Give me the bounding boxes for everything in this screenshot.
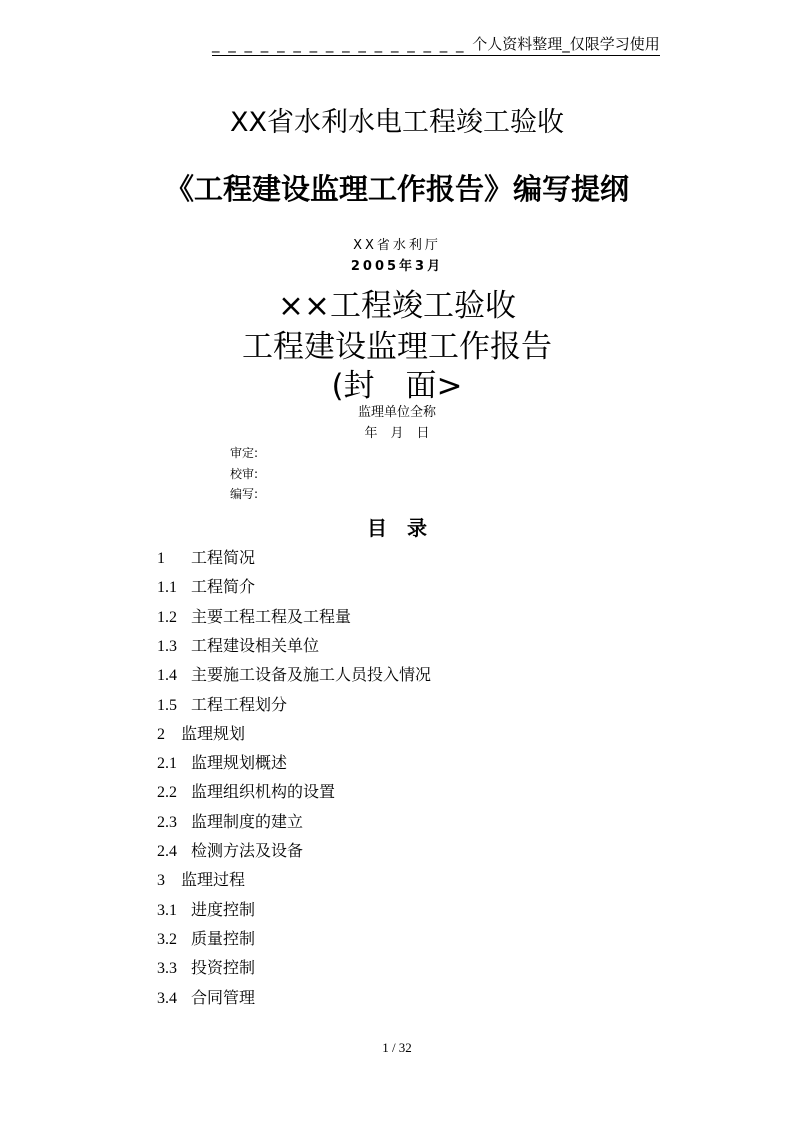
toc-item-number: 3.3 — [157, 960, 177, 977]
toc-item-label: 工程建设相关单位 — [191, 636, 320, 655]
toc-item-number: 3.1 — [157, 902, 177, 919]
toc-item — [157, 750, 287, 773]
toc-item-number: 1.5 — [157, 697, 177, 714]
toc-item-label: 监理组织机构的设置 — [191, 782, 336, 801]
toc-item — [157, 662, 431, 685]
toc-item — [157, 838, 303, 861]
toc-item — [157, 721, 245, 744]
toc-item — [157, 692, 287, 715]
document-title: XX省水利水电工程竣工验收 — [230, 107, 564, 138]
cover-heading-line3: (封 面> — [331, 368, 463, 404]
supervision-unit-name: 监理单位全称 — [357, 405, 436, 420]
signature-author: 编写: — [230, 487, 259, 501]
toc-title: 目 录 — [367, 516, 427, 540]
toc-item — [157, 897, 255, 920]
toc-item-number: 1 — [157, 550, 165, 567]
toc-item — [157, 985, 255, 1008]
toc-item-label: 主要工程工程及工程量 — [191, 607, 352, 626]
toc-item — [157, 604, 351, 627]
toc-item-number: 2.3 — [157, 814, 177, 831]
toc-item-label: 合同管理 — [191, 988, 256, 1007]
toc-item — [157, 633, 319, 656]
toc-item-label: 主要施工设备及施工人员投入情况 — [191, 665, 432, 684]
toc-item-label: 进度控制 — [191, 900, 256, 919]
toc-item-number: 3.4 — [157, 990, 177, 1007]
toc-item-label: 工程工程划分 — [191, 695, 288, 714]
cover-heading-line1: ××工程竣工验收 — [278, 288, 516, 324]
toc-item-number: 2.4 — [157, 843, 177, 860]
toc-item — [157, 779, 335, 802]
toc-item-number: 2.2 — [157, 784, 177, 801]
toc-item — [157, 574, 255, 597]
toc-item-label: 监理制度的建立 — [191, 812, 304, 831]
toc-item-label: 监理规划 — [181, 724, 246, 743]
cover-heading-line2: 工程建设监理工作报告 — [242, 329, 552, 365]
toc-item-number: 1.4 — [157, 667, 177, 684]
toc-item-label: 检测方法及设备 — [191, 841, 304, 860]
toc-item-number: 2.1 — [157, 755, 177, 772]
toc-item — [157, 955, 255, 978]
toc-item-label: 工程简介 — [191, 577, 256, 596]
toc-item — [157, 809, 303, 832]
toc-item-label: 工程简况 — [191, 548, 256, 567]
toc-item-number: 1.2 — [157, 609, 177, 626]
page-number: 1 / 32 — [382, 1040, 412, 1055]
header-dashes: _ _ _ _ _ _ _ _ _ _ _ _ _ _ _ _ — [212, 35, 473, 53]
toc-item-label: 质量控制 — [191, 929, 256, 948]
toc-item — [157, 545, 255, 568]
signature-review: 校审: — [230, 467, 259, 481]
signature-approve: 审定: — [230, 446, 259, 460]
issue-date: 2005年3月 — [350, 259, 444, 274]
toc-item-number: 2 — [157, 726, 165, 743]
toc-item — [157, 867, 245, 890]
toc-item-number: 1.3 — [157, 638, 177, 655]
issuing-organization: XX省水利厅 — [353, 238, 441, 253]
toc-item-label: 投资控制 — [191, 958, 256, 977]
toc-item — [157, 926, 255, 949]
toc-item-label: 监理规划概述 — [191, 753, 288, 772]
toc-item-label: 监理过程 — [181, 870, 246, 889]
document-subtitle: 《工程建设监理工作报告》编写提纲 — [164, 172, 629, 206]
header-text: 个人资料整理_仅限学习使用 — [472, 35, 660, 53]
cover-date-placeholder: 年 月 日 — [364, 426, 430, 441]
toc-item-number: 3 — [157, 872, 165, 889]
toc-item-number: 1.1 — [157, 579, 177, 596]
page-header — [212, 33, 660, 56]
toc-item-number: 3.2 — [157, 931, 177, 948]
